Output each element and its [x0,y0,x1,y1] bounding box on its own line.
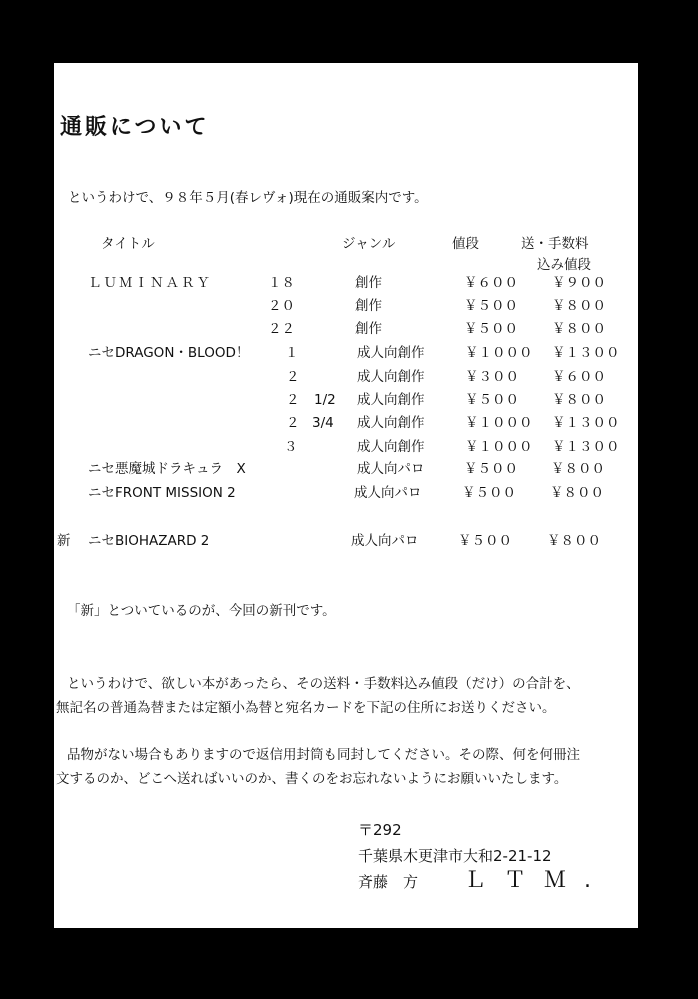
row-issue: ３ [284,439,298,455]
instruction-line: 無記名の普通為替または定額小為替と宛名カードを下記の住所にお送りください。 [56,700,556,716]
row-genre: 成人向創作 [357,369,425,385]
row-total: ￥１３００ [552,439,620,455]
row-genre: 成人向創作 [357,415,425,431]
header-shipping-line1: 送・手数料 [521,236,589,252]
row-issue: ２０ [268,298,295,314]
row-total: ￥６００ [552,369,606,385]
row-price: ￥５００ [464,461,518,477]
row-issue: １８ [268,275,295,291]
row-genre: 創作 [355,321,382,337]
row-total: ￥８００ [552,392,606,408]
instruction-line: というわけで、欲しい本があったら、その送料・手数料込み値段（だけ）の合計を、 [67,676,580,692]
order-info-page [54,63,638,928]
row-title: ニセBIOHAZARD 2 [88,533,210,549]
header-shipping-line2: 込み値段 [537,257,591,273]
row-title: ニセFRONT MISSION 2 [88,485,236,501]
postal-code: 〒292 [358,821,402,839]
row-total: ￥８００ [547,533,601,549]
row-volume-part: 1/2 [314,392,336,408]
row-price: ￥５００ [464,298,518,314]
row-total: ￥８００ [550,485,604,501]
new-note: 「新」とついているのが、今回の新刊です。 [67,603,336,619]
row-genre: 成人向創作 [357,345,425,361]
row-total: ￥１３００ [552,345,620,361]
row-total: ￥１３００ [552,415,620,431]
row-price: ￥５００ [465,392,519,408]
circle-name: ＬＴＭ. [464,868,609,893]
row-price: ￥１０００ [465,439,533,455]
row-title: ニセDRAGON・BLOOD！ [88,345,250,361]
row-genre: 成人向パロ [351,533,419,549]
row-issue: ２ [286,392,300,408]
row-title: ニセ悪魔城ドラキュラ X [88,461,246,477]
row-total: ￥８００ [551,461,605,477]
row-title: ＬＵＭＩＮＡＲＹ [88,275,212,291]
note-line: 文するのか、どこへ送ればいいのか、書くのをお忘れないようにお願いいたします。 [56,771,568,787]
header-price: 値段 [452,236,479,252]
row-total: ￥９００ [552,275,606,291]
intro-text: というわけで、９８年５月(春レヴォ)現在の通販案内です。 [68,190,428,206]
row-total: ￥８００ [552,298,606,314]
row-issue: １ [285,345,299,361]
address-care-of: 斉藤 方 [358,873,419,891]
row-genre: 創作 [355,275,382,291]
row-issue: ２ [286,369,300,385]
new-marker: 新 [57,533,71,549]
row-volume-part: 3/4 [312,415,334,431]
row-price: ￥５００ [462,485,516,501]
row-genre: 成人向創作 [357,439,425,455]
row-price: ￥５００ [458,533,512,549]
header-title: タイトル [101,236,155,252]
row-price: ￥５００ [464,321,518,337]
row-price: ￥３００ [465,369,519,385]
row-genre: 成人向パロ [357,461,425,477]
row-total: ￥８００ [552,321,606,337]
page-title: 通販について [60,115,210,140]
row-issue: ２２ [268,321,295,337]
row-price: ￥１０００ [465,415,533,431]
row-price: ￥６００ [464,275,518,291]
row-price: ￥１０００ [465,345,533,361]
address-street: 千葉県木更津市大和2-21-12 [358,847,552,865]
row-genre: 成人向パロ [354,485,422,501]
header-genre: ジャンル [342,236,396,252]
row-genre: 成人向創作 [357,392,425,408]
row-genre: 創作 [355,298,382,314]
row-issue: ２ [286,415,300,431]
note-line: 品物がない場合もありますので返信用封筒も同封してください。その際、何を何冊注 [67,747,580,763]
